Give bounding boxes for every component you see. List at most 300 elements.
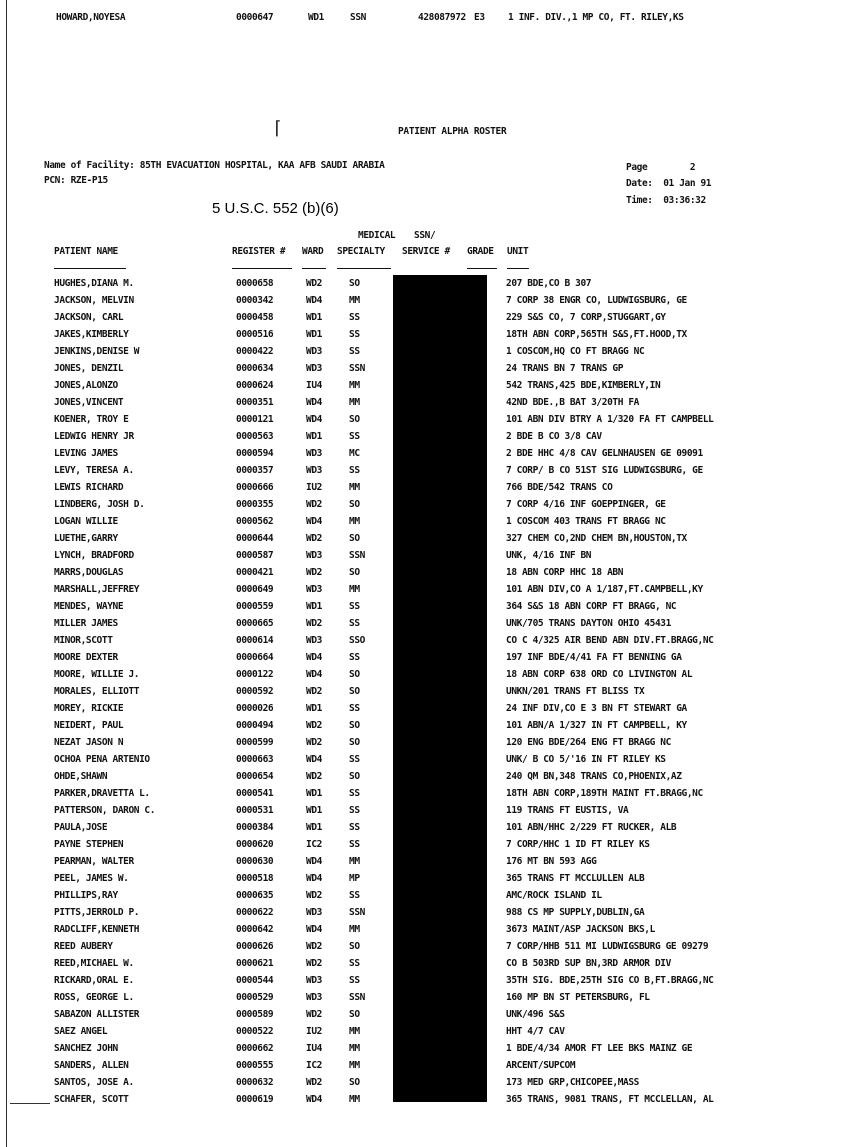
ward-cell: WD3 <box>306 363 322 374</box>
register-cell: 0000422 <box>236 346 274 357</box>
specialty-cell: SS <box>349 618 360 629</box>
col-grade: GRADE <box>467 246 494 257</box>
register-cell: 0000642 <box>236 924 274 935</box>
ward-cell: WD1 <box>306 329 322 340</box>
table-row <box>0 822 850 839</box>
patient-name-cell: SANTOS, JOSE A. <box>54 1077 134 1088</box>
ward-cell: WD2 <box>306 1009 322 1020</box>
register-cell: 0000624 <box>236 380 274 391</box>
ward-cell: WD4 <box>306 1094 322 1105</box>
patient-name-cell: MENDES, WAYNE <box>54 601 124 612</box>
table-row <box>0 771 850 788</box>
specialty-cell: MM <box>349 380 360 391</box>
table-row <box>0 448 850 465</box>
register-cell: 0000589 <box>236 1009 274 1020</box>
ward-cell: WD2 <box>306 533 322 544</box>
patient-name-cell: ROSS, GEORGE L. <box>54 992 134 1003</box>
col-register: REGISTER # <box>232 246 286 257</box>
unit-cell: 101 ABN DIV,CO A 1/187,FT.CAMPBELL,KY <box>506 584 703 595</box>
col-unit: UNIT <box>507 246 529 257</box>
table-row <box>0 856 850 873</box>
register-cell: 0000664 <box>236 652 274 663</box>
unit-cell: 120 ENG BDE/264 ENG FT BRAGG NC <box>506 737 671 748</box>
table-row <box>0 907 850 924</box>
col-patient-name: PATIENT NAME <box>54 246 118 257</box>
table-row <box>0 737 850 754</box>
ward-cell: WD2 <box>306 737 322 748</box>
patient-name-cell: LEVY, TERESA A. <box>54 465 134 476</box>
ward-cell: WD1 <box>306 805 322 816</box>
patient-name-cell: MILLER JAMES <box>54 618 118 629</box>
register-cell: 0000654 <box>236 771 274 782</box>
unit-cell: 7 CORP 38 ENGR CO, LUDWIGSBURG, GE <box>506 295 687 306</box>
specialty-cell: SO <box>349 941 360 952</box>
register-cell: 0000516 <box>236 329 274 340</box>
patient-name-cell: PEARMAN, WALTER <box>54 856 134 867</box>
specialty-cell: SS <box>349 703 360 714</box>
specialty-cell: SSN <box>349 907 365 918</box>
table-row <box>0 346 850 363</box>
register-cell: 0000563 <box>236 431 274 442</box>
specialty-cell: MC <box>349 448 360 459</box>
facility-line: Name of Facility: 85TH EVACUATION HOSPITAL, KAA AFB SAUDI ARABIA <box>44 160 385 171</box>
ward-cell: WD1 <box>306 822 322 833</box>
patient-name-cell: PITTS,JERROLD P. <box>54 907 140 918</box>
table-row <box>0 380 850 397</box>
register-cell: 0000351 <box>236 397 274 408</box>
ward-cell: WD4 <box>306 652 322 663</box>
table-row <box>0 1077 850 1094</box>
unit-cell: CO C 4/325 AIR BEND ABN DIV.FT.BRAGG,NC <box>506 635 714 646</box>
register-cell: 0000544 <box>236 975 274 986</box>
unit-cell: 2 BDE HHC 4/8 CAV GELNHAUSEN GE 09091 <box>506 448 703 459</box>
ward-cell: WD2 <box>306 720 322 731</box>
table-row <box>0 686 850 703</box>
unit-cell: 229 S&S CO, 7 CORP,STUGGART,GY <box>506 312 666 323</box>
ward-cell: IU4 <box>306 380 322 391</box>
patient-name-cell: HUGHES,DIANA M. <box>54 278 134 289</box>
specialty-cell: SS <box>349 431 360 442</box>
table-row <box>0 363 850 380</box>
specialty-cell: SS <box>349 754 360 765</box>
register-cell: 0000559 <box>236 601 274 612</box>
table-row <box>0 499 850 516</box>
carryover-unit: 1 INF. DIV.,1 MP CO, FT. RILEY,KS <box>508 12 684 23</box>
specialty-cell: SO <box>349 278 360 289</box>
ward-cell: WD4 <box>306 924 322 935</box>
specialty-cell: MM <box>349 516 360 527</box>
unit-cell: 766 BDE/542 TRANS CO <box>506 482 613 493</box>
underline-register <box>232 268 292 269</box>
ward-cell: WD2 <box>306 958 322 969</box>
patient-name-cell: JACKSON, MELVIN <box>54 295 134 306</box>
specialty-cell: MM <box>349 1026 360 1037</box>
redaction-citation: 5 U.S.C. 552 (b)(6) <box>212 200 339 217</box>
register-cell: 0000649 <box>236 584 274 595</box>
table-row <box>0 312 850 329</box>
patient-name-cell: LEDWIG HENRY JR <box>54 431 134 442</box>
specialty-cell: MM <box>349 1060 360 1071</box>
patient-name-cell: PATTERSON, DARON C. <box>54 805 156 816</box>
ward-cell: WD2 <box>306 499 322 510</box>
unit-cell: 542 TRANS,425 BDE,KIMBERLY,IN <box>506 380 661 391</box>
specialty-cell: MM <box>349 482 360 493</box>
table-row <box>0 890 850 907</box>
ward-cell: WD3 <box>306 635 322 646</box>
register-cell: 0000592 <box>236 686 274 697</box>
patient-name-cell: JONES,ALONZO <box>54 380 118 391</box>
ward-cell: IC2 <box>306 839 322 850</box>
ward-cell: WD1 <box>306 431 322 442</box>
register-cell: 0000620 <box>236 839 274 850</box>
register-cell: 0000494 <box>236 720 274 731</box>
ward-cell: WD4 <box>306 414 322 425</box>
table-row <box>0 805 850 822</box>
specialty-cell: SSN <box>349 550 365 561</box>
ward-cell: IU2 <box>306 1026 322 1037</box>
col-specialty-top: MEDICAL <box>358 230 396 241</box>
ward-cell: WD3 <box>306 584 322 595</box>
unit-cell: 1 COSCOM 403 TRANS FT BRAGG NC <box>506 516 666 527</box>
table-row <box>0 584 850 601</box>
ward-cell: WD3 <box>306 346 322 357</box>
specialty-cell: MM <box>349 397 360 408</box>
specialty-cell: SO <box>349 414 360 425</box>
patient-name-cell: JONES, DENZIL <box>54 363 124 374</box>
table-row <box>0 669 850 686</box>
carryover-specialty: SSN <box>350 12 366 23</box>
register-cell: 0000026 <box>236 703 274 714</box>
unit-cell: 18 ABN CORP 638 ORD CO LIVINGTON AL <box>506 669 693 680</box>
register-cell: 0000666 <box>236 482 274 493</box>
specialty-cell: SS <box>349 805 360 816</box>
patient-name-cell: SABAZON ALLISTER <box>54 1009 140 1020</box>
specialty-cell: SO <box>349 771 360 782</box>
table-row <box>0 414 850 431</box>
register-cell: 0000630 <box>236 856 274 867</box>
patient-name-cell: PAULA,JOSE <box>54 822 108 833</box>
unit-cell: UNKN/201 TRANS FT BLISS TX <box>506 686 645 697</box>
ward-cell: WD2 <box>306 771 322 782</box>
table-row <box>0 278 850 295</box>
unit-cell: 101 ABN/A 1/327 IN FT CAMPBELL, KY <box>506 720 687 731</box>
register-cell: 0000644 <box>236 533 274 544</box>
specialty-cell: SS <box>349 839 360 850</box>
patient-name-cell: JENKINS,DENISE W <box>54 346 140 357</box>
ward-cell: WD3 <box>306 465 322 476</box>
unit-cell: 24 TRANS BN 7 TRANS GP <box>506 363 624 374</box>
register-cell: 0000384 <box>236 822 274 833</box>
register-cell: 0000121 <box>236 414 274 425</box>
specialty-cell: MM <box>349 924 360 935</box>
register-cell: 0000458 <box>236 312 274 323</box>
ward-cell: WD2 <box>306 278 322 289</box>
patient-name-cell: SCHAFER, SCOTT <box>54 1094 129 1105</box>
unit-cell: 2 BDE B CO 3/8 CAV <box>506 431 602 442</box>
unit-cell: 7 CORP/HHB 511 MI LUDWIGSBURG GE 09279 <box>506 941 709 952</box>
specialty-cell: SSO <box>349 635 365 646</box>
unit-cell: 101 ABN DIV BTRY A 1/320 FA FT CAMPBELL <box>506 414 714 425</box>
specialty-cell: SS <box>349 346 360 357</box>
ward-cell: WD3 <box>306 907 322 918</box>
specialty-cell: SO <box>349 669 360 680</box>
specialty-cell: SSN <box>349 992 365 1003</box>
specialty-cell: SO <box>349 499 360 510</box>
underline-ward <box>302 268 326 269</box>
register-cell: 0000587 <box>236 550 274 561</box>
unit-cell: 1 COSCOM,HQ CO FT BRAGG NC <box>506 346 645 357</box>
unit-cell: 24 INF DIV,CO E 3 BN FT STEWART GA <box>506 703 687 714</box>
unit-cell: 18TH ABN CORP,565TH S&S,FT.HOOD,TX <box>506 329 687 340</box>
patient-name-cell: OHDE,SHAWN <box>54 771 108 782</box>
patient-name-cell: RADCLIFF,KENNETH <box>54 924 140 935</box>
patient-name-cell: JONES,VINCENT <box>54 397 124 408</box>
register-cell: 0000421 <box>236 567 274 578</box>
table-row <box>0 652 850 669</box>
patient-name-cell: MARSHALL,JEFFREY <box>54 584 140 595</box>
specialty-cell: SO <box>349 737 360 748</box>
carryover-row <box>0 12 850 26</box>
unit-cell: 18 ABN CORP HHC 18 ABN <box>506 567 624 578</box>
report-title: PATIENT ALPHA ROSTER <box>398 126 507 137</box>
ward-cell: WD4 <box>306 397 322 408</box>
ward-cell: WD2 <box>306 567 322 578</box>
register-cell: 0000555 <box>236 1060 274 1071</box>
unit-cell: HHT 4/7 CAV <box>506 1026 565 1037</box>
pcn-line: PCN: RZE-P15 <box>44 175 108 186</box>
unit-cell: 197 INF BDE/4/41 FA FT BENNING GA <box>506 652 682 663</box>
specialty-cell: SS <box>349 890 360 901</box>
table-row <box>0 465 850 482</box>
unit-cell: UNK, 4/16 INF BN <box>506 550 592 561</box>
unit-cell: 365 TRANS, 9081 TRANS, FT MCCLELLAN, AL <box>506 1094 714 1105</box>
table-row <box>0 516 850 533</box>
patient-name-cell: PEEL, JAMES W. <box>54 873 129 884</box>
unit-cell: 7 CORP 4/16 INF GOEPPINGER, GE <box>506 499 666 510</box>
underline-grade <box>467 268 497 269</box>
unit-cell: 160 MP BN ST PETERSBURG, FL <box>506 992 650 1003</box>
patient-name-cell: MARRS,DOUGLAS <box>54 567 124 578</box>
unit-cell: 7 CORP/HHC 1 ID FT RILEY KS <box>506 839 650 850</box>
unit-cell: 3673 MAINT/ASP JACKSON BKS,L <box>506 924 655 935</box>
specialty-cell: SS <box>349 652 360 663</box>
register-cell: 0000531 <box>236 805 274 816</box>
report-date: Date: 01 Jan 91 <box>626 178 712 189</box>
ward-cell: IU2 <box>306 482 322 493</box>
register-cell: 0000619 <box>236 1094 274 1105</box>
table-row <box>0 839 850 856</box>
specialty-cell: MM <box>349 1043 360 1054</box>
table-row <box>0 618 850 635</box>
ward-cell: WD4 <box>306 516 322 527</box>
patient-name-cell: RICKARD,ORAL E. <box>54 975 134 986</box>
table-row <box>0 329 850 346</box>
register-cell: 0000599 <box>236 737 274 748</box>
patient-name-cell: MOREY, RICKIE <box>54 703 124 714</box>
table-row <box>0 720 850 737</box>
table-row <box>0 397 850 414</box>
unit-cell: 207 BDE,CO B 307 <box>506 278 592 289</box>
unit-cell: 365 TRANS FT MCCLULLEN ALB <box>506 873 645 884</box>
patient-name-cell: SANDERS, ALLEN <box>54 1060 129 1071</box>
table-row <box>0 941 850 958</box>
specialty-cell: SO <box>349 533 360 544</box>
unit-cell: UNK/705 TRANS DAYTON OHIO 45431 <box>506 618 671 629</box>
ward-cell: WD1 <box>306 601 322 612</box>
unit-cell: 18TH ABN CORP,189TH MAINT FT.BRAGG,NC <box>506 788 703 799</box>
ward-cell: WD3 <box>306 448 322 459</box>
patient-name-cell: LINDBERG, JOSH D. <box>54 499 145 510</box>
unit-cell: UNK/496 S&S <box>506 1009 565 1020</box>
table-row <box>0 550 850 567</box>
register-cell: 0000635 <box>236 890 274 901</box>
table-row <box>0 992 850 1009</box>
register-cell: 0000541 <box>236 788 274 799</box>
table-row <box>0 431 850 448</box>
table-row <box>0 601 850 618</box>
table-row <box>0 567 850 584</box>
unit-cell: 7 CORP/ B CO 51ST SIG LUDWIGSBURG, GE <box>506 465 703 476</box>
table-row <box>0 482 850 499</box>
ward-cell: WD2 <box>306 1077 322 1088</box>
patient-name-cell: JACKSON, CARL <box>54 312 124 323</box>
specialty-cell: MP <box>349 873 360 884</box>
register-cell: 0000518 <box>236 873 274 884</box>
specialty-cell: SS <box>349 465 360 476</box>
table-row <box>0 1094 850 1111</box>
ward-cell: WD1 <box>306 788 322 799</box>
patient-name-cell: MOORE, WILLIE J. <box>54 669 140 680</box>
table-row <box>0 975 850 992</box>
table-row <box>0 635 850 652</box>
unit-cell: 1 BDE/4/34 AMOR FT LEE BKS MAINZ GE <box>506 1043 693 1054</box>
page-edge-mark <box>10 1103 50 1104</box>
patient-name-cell: OCHOA PENA ARTENIO <box>54 754 150 765</box>
specialty-cell: SO <box>349 1009 360 1020</box>
table-row <box>0 533 850 550</box>
patient-name-cell: NEZAT JASON N <box>54 737 124 748</box>
patient-name-cell: MINOR,SCOTT <box>54 635 113 646</box>
patient-name-cell: NEIDERT, PAUL <box>54 720 124 731</box>
page-number: Page 2 <box>626 162 696 173</box>
specialty-cell: SO <box>349 1077 360 1088</box>
carryover-name: HOWARD,NOYESA <box>56 12 126 23</box>
carryover-grade: E3 <box>474 12 485 23</box>
patient-name-cell: LEVING JAMES <box>54 448 118 459</box>
table-row <box>0 1060 850 1077</box>
col-ward: WARD <box>302 246 324 257</box>
ward-cell: IU4 <box>306 1043 322 1054</box>
unit-cell: 42ND BDE.,B BAT 3/20TH FA <box>506 397 639 408</box>
ward-cell: WD4 <box>306 873 322 884</box>
unit-cell: 119 TRANS FT EUSTIS, VA <box>506 805 629 816</box>
table-row <box>0 924 850 941</box>
specialty-cell: SS <box>349 822 360 833</box>
ward-cell: WD2 <box>306 618 322 629</box>
register-cell: 0000562 <box>236 516 274 527</box>
ward-cell: WD3 <box>306 550 322 561</box>
unit-cell: 240 QM BN,348 TRANS CO,PHOENIX,AZ <box>506 771 682 782</box>
ward-cell: WD2 <box>306 890 322 901</box>
ward-cell: WD4 <box>306 856 322 867</box>
patient-name-cell: SANCHEZ JOHN <box>54 1043 118 1054</box>
specialty-cell: SSN <box>349 363 365 374</box>
ward-cell: WD1 <box>306 703 322 714</box>
table-row <box>0 873 850 890</box>
specialty-cell: MM <box>349 584 360 595</box>
register-cell: 0000357 <box>236 465 274 476</box>
patient-name-cell: LYNCH, BRADFORD <box>54 550 134 561</box>
register-cell: 0000614 <box>236 635 274 646</box>
register-cell: 0000122 <box>236 669 274 680</box>
register-cell: 0000622 <box>236 907 274 918</box>
specialty-cell: MM <box>349 856 360 867</box>
patient-name-cell: REED,MICHAEL W. <box>54 958 134 969</box>
specialty-cell: SS <box>349 312 360 323</box>
patient-name-cell: PAYNE STEPHEN <box>54 839 124 850</box>
ward-cell: WD2 <box>306 686 322 697</box>
scan-artifact-mark: ⌈ <box>272 118 283 139</box>
register-cell: 0000665 <box>236 618 274 629</box>
patient-name-cell: REED AUBERY <box>54 941 113 952</box>
unit-cell: CO B 503RD SUP BN,3RD ARMOR DIV <box>506 958 671 969</box>
unit-cell: 327 CHEM CO,2ND CHEM BN,HOUSTON,TX <box>506 533 687 544</box>
unit-cell: UNK/ B CO 5/'16 IN FT RILEY KS <box>506 754 666 765</box>
unit-cell: 173 MED GRP,CHICOPEE,MASS <box>506 1077 639 1088</box>
unit-cell: ARCENT/SUPCOM <box>506 1060 576 1071</box>
table-row <box>0 703 850 720</box>
col-ssn-bottom: SERVICE # <box>402 246 450 257</box>
ward-cell: IC2 <box>306 1060 322 1071</box>
unit-cell: AMC/ROCK ISLAND IL <box>506 890 602 901</box>
patient-name-cell: LEWIS RICHARD <box>54 482 124 493</box>
unit-cell: 988 CS MP SUPPLY,DUBLIN,GA <box>506 907 645 918</box>
table-row <box>0 1009 850 1026</box>
patient-name-cell: PARKER,DRAVETTA L. <box>54 788 150 799</box>
ward-cell: WD4 <box>306 295 322 306</box>
table-row <box>0 788 850 805</box>
specialty-cell: MM <box>349 295 360 306</box>
ward-cell: WD4 <box>306 669 322 680</box>
patient-name-cell: MORALES, ELLIOTT <box>54 686 140 697</box>
carryover-ward: WD1 <box>308 12 324 23</box>
specialty-cell: SS <box>349 975 360 986</box>
underline-name <box>54 268 126 269</box>
register-cell: 0000355 <box>236 499 274 510</box>
carryover-register: 0000647 <box>236 12 274 23</box>
ward-cell: WD4 <box>306 754 322 765</box>
table-row <box>0 295 850 312</box>
patient-name-cell: SAEZ ANGEL <box>54 1026 108 1037</box>
register-cell: 0000632 <box>236 1077 274 1088</box>
underline-specialty <box>337 268 391 269</box>
specialty-cell: SO <box>349 686 360 697</box>
table-row <box>0 754 850 771</box>
specialty-cell: SS <box>349 958 360 969</box>
underline-unit <box>507 268 529 269</box>
specialty-cell: SS <box>349 788 360 799</box>
col-specialty-bottom: SPECIALTY <box>337 246 385 257</box>
ward-cell: WD3 <box>306 992 322 1003</box>
patient-name-cell: PHILLIPS,RAY <box>54 890 118 901</box>
ward-cell: WD1 <box>306 312 322 323</box>
patient-name-cell: KOENER, TROY E <box>54 414 129 425</box>
specialty-cell: SS <box>349 329 360 340</box>
register-cell: 0000658 <box>236 278 274 289</box>
patient-name-cell: MOORE DEXTER <box>54 652 118 663</box>
register-cell: 0000626 <box>236 941 274 952</box>
table-row <box>0 958 850 975</box>
